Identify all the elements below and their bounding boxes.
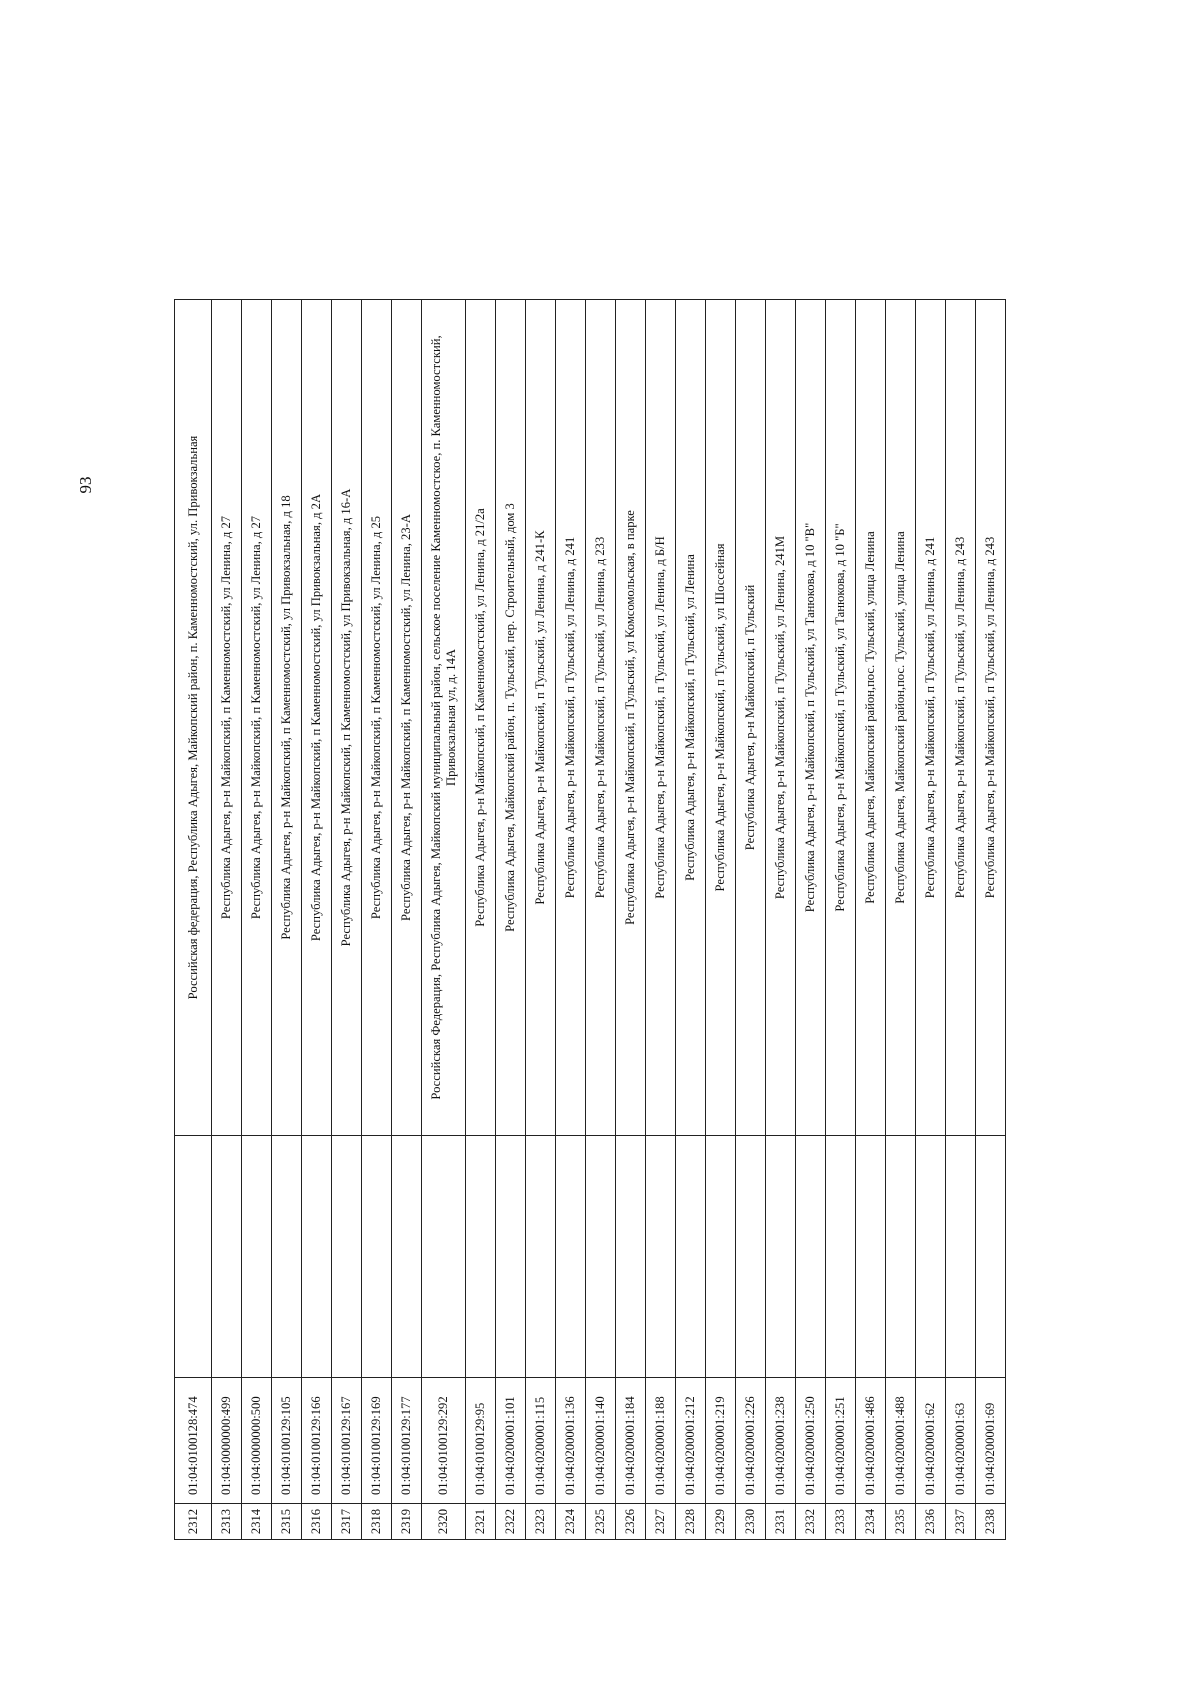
- empty-cell: [526, 1136, 556, 1378]
- address-cell: Республика Адыгея, р-н Майкопский, п Тульский, ул Ленина, д 243: [946, 300, 976, 1136]
- row-number-cell: 2327: [646, 1504, 676, 1540]
- address-cell: Республика Адыгея, р-н Майкопский, п Каменномостский, ул Привокзальная, д 2А: [302, 300, 332, 1136]
- empty-cell: [496, 1136, 526, 1378]
- address-cell: Республика Адыгея, р-н Майкопский, п Тульский, ул Танюкова, д 10 "В": [796, 300, 826, 1136]
- table-row: [826, 300, 856, 1540]
- registry-table: [174, 299, 1006, 1540]
- table-row: [736, 300, 766, 1540]
- address-cell: Российская федерация, Республика Адыгея, Майкопский район, п. Каменномостский, ул. Привокзальная: [175, 300, 212, 1136]
- row-number-cell: 2332: [796, 1504, 826, 1540]
- empty-cell: [646, 1136, 676, 1378]
- empty-cell: [392, 1136, 422, 1378]
- table-row: [496, 300, 526, 1540]
- page-number-text: 93: [76, 476, 95, 494]
- row-number-cell: 2315: [272, 1504, 302, 1540]
- cadastral-number-cell: 01:04:0200001:486: [856, 1378, 886, 1504]
- empty-cell: [616, 1136, 646, 1378]
- row-number-cell: 2335: [886, 1504, 916, 1540]
- row-number-cell: 2323: [526, 1504, 556, 1540]
- table-row: [272, 300, 302, 1540]
- empty-cell: [556, 1136, 586, 1378]
- empty-cell: [242, 1136, 272, 1378]
- address-cell: Российская Федерация, Республика Адыгея, Майкопский муниципальный район, сельское поселение Каменномостское, п. Каменномостский, Привокзальная ул, д. 14А: [422, 300, 466, 1136]
- cadastral-number-cell: 01:04:0200001:212: [676, 1378, 706, 1504]
- row-number-cell: 2324: [556, 1504, 586, 1540]
- address-cell: Республика Адыгея, р-н Майкопский, п Тульский, ул Ленина: [676, 300, 706, 1136]
- table-row: [466, 300, 496, 1540]
- empty-cell: [272, 1136, 302, 1378]
- row-number-cell: 2338: [976, 1504, 1006, 1540]
- row-number-cell: 2337: [946, 1504, 976, 1540]
- empty-cell: [796, 1136, 826, 1378]
- address-cell: Республика Адыгея, р-н Майкопский, п Тульский, ул Ленина, д 241: [556, 300, 586, 1136]
- cadastral-number-cell: 01:04:0200001:188: [646, 1378, 676, 1504]
- row-number-cell: 2312: [175, 1504, 212, 1540]
- cadastral-number-cell: 01:04:0100129:167: [332, 1378, 362, 1504]
- table-row: [422, 300, 466, 1540]
- table-row: [886, 300, 916, 1540]
- table-row: [332, 300, 362, 1540]
- address-cell: Республика Адыгея, р-н Майкопский, п Тульский, ул Ленина, д Б/Н: [646, 300, 676, 1136]
- table-row: [766, 300, 796, 1540]
- row-number-cell: 2325: [586, 1504, 616, 1540]
- row-number-cell: 2322: [496, 1504, 526, 1540]
- table-row: [676, 300, 706, 1540]
- table-row: [616, 300, 646, 1540]
- address-cell: Республика Адыгея, Майкопский район,пос. Тульский, улица Ленина: [856, 300, 886, 1136]
- row-number-cell: 2318: [362, 1504, 392, 1540]
- registry-table-body: [175, 300, 1006, 1540]
- table-row: [175, 300, 212, 1540]
- row-number-cell: 2329: [706, 1504, 736, 1540]
- empty-cell: [886, 1136, 916, 1378]
- row-number-cell: 2321: [466, 1504, 496, 1540]
- table-row: [392, 300, 422, 1540]
- row-number-cell: 2313: [212, 1504, 242, 1540]
- empty-cell: [676, 1136, 706, 1378]
- cadastral-number-cell: 01:04:0100129:95: [466, 1378, 496, 1504]
- row-number-cell: 2319: [392, 1504, 422, 1540]
- empty-cell: [766, 1136, 796, 1378]
- table-row: [916, 300, 946, 1540]
- row-number-cell: 2333: [826, 1504, 856, 1540]
- address-cell: Республика Адыгея, Майкопский район, п. Тульский, пер. Строительный, дом 3: [496, 300, 526, 1136]
- address-cell: Республика Адыгея, р-н Майкопский, п Тульский, ул Комсомольская, в парке: [616, 300, 646, 1136]
- empty-cell: [736, 1136, 766, 1378]
- table-row: [242, 300, 272, 1540]
- row-number-cell: 2336: [916, 1504, 946, 1540]
- address-cell: Республика Адыгея, р-н Майкопский, п Тульский, ул Шоссейная: [706, 300, 736, 1136]
- row-number-cell: 2330: [736, 1504, 766, 1540]
- empty-cell: [422, 1136, 466, 1378]
- address-cell: Республика Адыгея, р-н Майкопский, п Тульский, ул Ленина, д 241: [916, 300, 946, 1136]
- table-row: [586, 300, 616, 1540]
- cadastral-number-cell: 01:04:0100128:474: [175, 1378, 212, 1504]
- cadastral-number-cell: 01:04:0200001:62: [916, 1378, 946, 1504]
- table-row: [856, 300, 886, 1540]
- cadastral-number-cell: 01:04:0200001:184: [616, 1378, 646, 1504]
- row-number-cell: 2326: [616, 1504, 646, 1540]
- empty-cell: [856, 1136, 886, 1378]
- empty-cell: [706, 1136, 736, 1378]
- table-row: [362, 300, 392, 1540]
- row-number-cell: 2331: [766, 1504, 796, 1540]
- row-number-cell: 2317: [332, 1504, 362, 1540]
- table-row: [302, 300, 332, 1540]
- cadastral-number-cell: 01:04:0100129:177: [392, 1378, 422, 1504]
- empty-cell: [976, 1136, 1006, 1378]
- cadastral-number-cell: 01:04:0100129:105: [272, 1378, 302, 1504]
- empty-cell: [946, 1136, 976, 1378]
- address-cell: Республика Адыгея, р-н Майкопский, п Каменномостский, ул Ленина, 23-А: [392, 300, 422, 1136]
- address-cell: Республика Адыгея, р-н Майкопский, п Тульский, ул Ленина, д 241-К: [526, 300, 556, 1136]
- empty-cell: [332, 1136, 362, 1378]
- cadastral-number-cell: 01:04:0200001:238: [766, 1378, 796, 1504]
- cadastral-number-cell: 01:04:0200001:136: [556, 1378, 586, 1504]
- cadastral-number-cell: 01:04:0100129:292: [422, 1378, 466, 1504]
- row-number-cell: 2334: [856, 1504, 886, 1540]
- cadastral-number-cell: 01:04:0100129:169: [362, 1378, 392, 1504]
- table-row: [706, 300, 736, 1540]
- table-row: [946, 300, 976, 1540]
- empty-cell: [826, 1136, 856, 1378]
- address-cell: Республика Адыгея, р-н Майкопский, п Тульский, ул Танюкова, д 10 "Б": [826, 300, 856, 1136]
- cadastral-number-cell: 01:04:0000000:499: [212, 1378, 242, 1504]
- row-number-cell: 2316: [302, 1504, 332, 1540]
- empty-cell: [302, 1136, 332, 1378]
- row-number-cell: 2320: [422, 1504, 466, 1540]
- registry-table-wrapper: [174, 300, 1006, 1540]
- empty-cell: [586, 1136, 616, 1378]
- cadastral-number-cell: 01:04:0200001:219: [706, 1378, 736, 1504]
- cadastral-number-cell: 01:04:0200001:251: [826, 1378, 856, 1504]
- address-cell: Республика Адыгея, р-н Майкопский, п Тульский: [736, 300, 766, 1136]
- address-cell: Республика Адыгея, Майкопский район,пос. Тульский, улица Ленина: [886, 300, 916, 1136]
- row-number-cell: 2328: [676, 1504, 706, 1540]
- cadastral-number-cell: 01:04:0100129:166: [302, 1378, 332, 1504]
- empty-cell: [362, 1136, 392, 1378]
- address-cell: Республика Адыгея, р-н Майкопский, п Тульский, ул Ленина, д 233: [586, 300, 616, 1136]
- row-number-cell: 2314: [242, 1504, 272, 1540]
- address-cell: Республика Адыгея, р-н Майкопский, п Каменномостский, ул Ленина, д 25: [362, 300, 392, 1136]
- table-row: [212, 300, 242, 1540]
- address-cell: Республика Адыгея, р-н Майкопский, п Каменномостский, ул Ленина, д 27: [212, 300, 242, 1136]
- cadastral-number-cell: 01:04:0000000:500: [242, 1378, 272, 1504]
- table-row: [556, 300, 586, 1540]
- table-row: [976, 300, 1006, 1540]
- cadastral-number-cell: 01:04:0200001:69: [976, 1378, 1006, 1504]
- address-cell: Республика Адыгея, р-н Майкопский, п Тульский, ул Ленина, 241М: [766, 300, 796, 1136]
- cadastral-number-cell: 01:04:0200001:140: [586, 1378, 616, 1504]
- cadastral-number-cell: 01:04:0200001:226: [736, 1378, 766, 1504]
- table-row: [796, 300, 826, 1540]
- table-row: [526, 300, 556, 1540]
- page-number: [74, 465, 98, 505]
- address-cell: Республика Адыгея, р-н Майкопский, п Каменномостский, ул Привокзальная, д 16-А: [332, 300, 362, 1136]
- empty-cell: [466, 1136, 496, 1378]
- empty-cell: [212, 1136, 242, 1378]
- address-cell: Республика Адыгея, р-н Майкопский, п Тульский, ул Ленина, д 243: [976, 300, 1006, 1136]
- cadastral-number-cell: 01:04:0200001:488: [886, 1378, 916, 1504]
- address-cell: Республика Адыгея, р-н Майкопский, п Каменномостский, ул Ленина, д 21/2а: [466, 300, 496, 1136]
- table-row: [646, 300, 676, 1540]
- empty-cell: [916, 1136, 946, 1378]
- cadastral-number-cell: 01:04:0200001:250: [796, 1378, 826, 1504]
- cadastral-number-cell: 01:04:0200001:101: [496, 1378, 526, 1504]
- address-cell: Республика Адыгея, р-н Майкопский, п Каменномостский, ул Ленина, д 27: [242, 300, 272, 1136]
- address-cell: Республика Адыгея, р-н Майкопский, п Каменномостский, ул Привокзальная, д 18: [272, 300, 302, 1136]
- cadastral-number-cell: 01:04:0200001:115: [526, 1378, 556, 1504]
- empty-cell: [175, 1136, 212, 1378]
- cadastral-number-cell: 01:04:0200001:63: [946, 1378, 976, 1504]
